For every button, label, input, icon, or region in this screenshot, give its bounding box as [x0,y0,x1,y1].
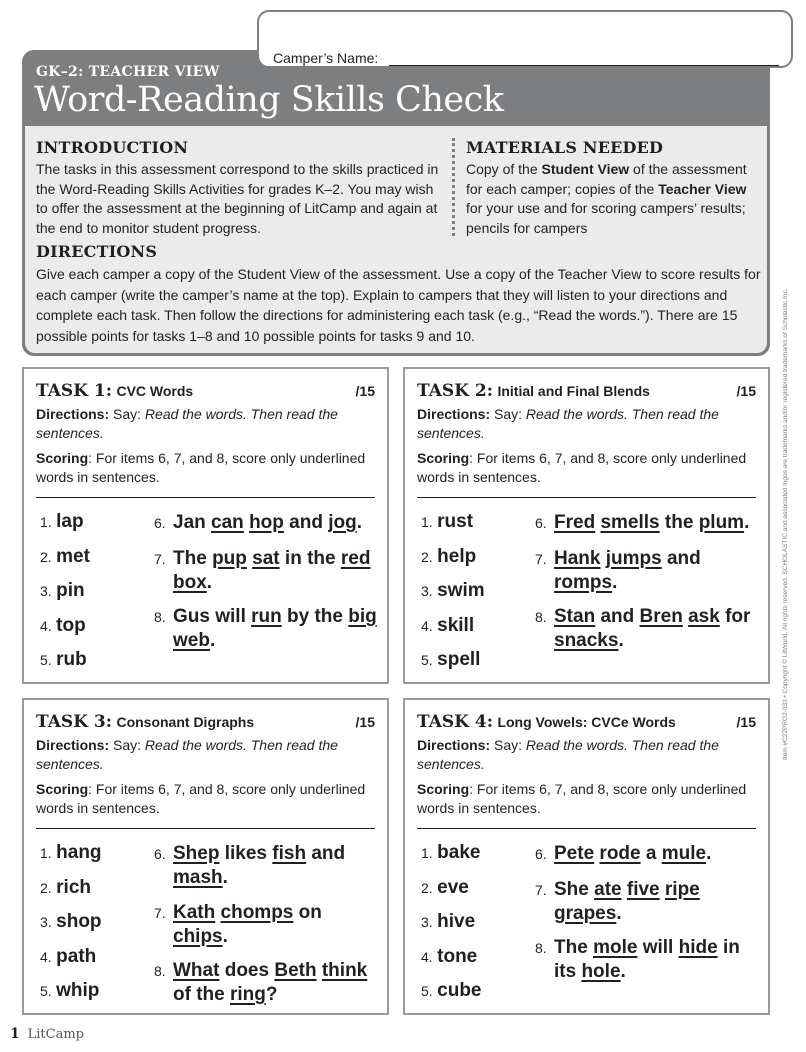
scored-word: chips [173,925,223,947]
scored-word: ring [230,984,266,1005]
scoring-label: Scoring [417,450,470,466]
sentence-text: Jan [173,512,206,533]
sentence-text: . [612,571,618,593]
copyright-note: Item #C22PRO2-033 • Copyright © LitWorld. All rights reserved. SCHOLASTIC and associated logos are trademarks and/or registered trademarks of Scholastic Inc. [782,288,789,760]
info-panel [25,126,767,353]
task-points: /15 [355,383,375,399]
word-item [421,649,521,684]
directions-label: Directions: [417,406,491,422]
word-list [421,511,521,684]
sentence-text: does [219,960,275,981]
scored-word: fish [272,843,307,864]
scored-word: Bren [639,606,683,627]
scored-word: Fred [554,512,596,533]
scored-word: jumps [605,547,662,569]
word-list [40,842,140,1015]
materials-text-part: for your use and for scoring campers’ results; pencils for campers [466,200,746,236]
word-item [40,980,140,1015]
item-number: 4. [40,948,52,965]
item-number: 4. [40,617,52,634]
materials-text-part: of the assessment for each camper; copies of the [466,161,747,197]
sentence-item [154,959,379,1006]
sentence-text: of the [173,984,230,1005]
item-number: 2. [40,548,52,565]
item-number: 8. [535,609,547,625]
word: path [56,945,97,967]
directions-say: Say: [109,406,145,422]
sentence-text: . [744,512,750,533]
scored-word: hide [678,937,718,958]
task-number: TASK 4: [417,712,493,732]
directions-script: Read the words. Then read the sentences. [417,406,719,441]
sentence-text: ? [265,984,278,1005]
scored-word: chomps [220,901,294,923]
word-item [421,511,521,546]
item-number: 6. [154,515,166,531]
task-number: TASK 2: [417,381,493,401]
assessment-header [22,50,770,356]
task-header [417,381,756,403]
scored-word: run [251,606,282,627]
directions-say: Say: [490,406,526,422]
task-4-box [403,698,770,1015]
directions-heading: DIRECTIONS [36,242,158,261]
scored-word: hole [581,961,621,982]
item-number: 2. [421,548,433,565]
sentence-text: a [640,843,662,864]
word-item [40,842,140,877]
task-directions [417,405,747,443]
sentence-text: likes [219,843,273,864]
sentence-text: will [637,937,679,958]
word-item [40,580,140,615]
scored-word: sat [252,547,280,569]
sentence-item [535,511,760,535]
word: pin [56,580,85,601]
item-number: 7. [154,550,166,567]
sentence-text: . [222,925,228,947]
item-number: 2. [40,879,52,896]
task-divider [417,497,756,498]
campers-name-label: Camper’s Name: [273,50,379,66]
task-directions [417,736,747,774]
page-title: Word-Reading Skills Check [34,80,504,120]
word: met [56,545,90,567]
word-item [421,980,521,1015]
task-directions [36,405,366,443]
word-list [40,511,140,684]
scored-word: plum [698,512,745,533]
word: hive [437,911,476,932]
task-3-box [22,698,389,1015]
scored-word: Beth [274,960,317,981]
directions-script: Read the words. Then read the sentences. [36,406,338,441]
item-number: 7. [154,904,166,921]
scoring-text: : For items 6, 7, and 8, score only underlined words in sentences. [36,781,366,816]
item-number: 1. [40,514,52,530]
scored-word: box [173,571,207,593]
word: bake [437,842,481,863]
teacher-view-term: Teacher View [658,180,747,197]
task-name: Long Vowels: CVCe Words [497,714,676,730]
sentence-item [535,547,760,594]
scoring-label: Scoring [36,781,89,797]
sentence-text: . [206,571,213,593]
sentence-item [535,878,760,925]
word-item [421,946,521,981]
sentence-item [154,511,379,535]
directions-script: Read the words. Then read the sentences. [417,737,719,772]
scored-word: Hank [554,547,601,569]
item-number: 3. [40,583,52,599]
dotted-divider [452,138,455,236]
word-item [421,546,521,581]
scored-word: pup [212,547,247,569]
word: hang [56,842,102,863]
word: tone [437,945,478,967]
scored-word: What [173,960,220,981]
item-number: 7. [535,550,547,567]
word: swim [437,580,485,601]
word-item [40,911,140,946]
word: lap [56,511,84,532]
task-scoring [417,449,747,487]
task-name: Initial and Final Blends [497,383,650,399]
task-1-box [22,367,389,684]
task-scoring [417,780,747,818]
word: spell [437,649,481,670]
introduction-heading: INTRODUCTION [36,138,189,157]
task-points: /15 [736,383,756,399]
sentence-item [535,936,760,983]
word: top [56,614,86,636]
student-view-term: Student View [541,161,630,177]
word-list [421,842,521,1015]
word-item [421,842,521,877]
word: whip [56,980,100,1001]
task-header [36,381,375,403]
scored-word: snacks [554,630,619,651]
item-number: 1. [40,845,52,861]
task-scoring [36,449,366,487]
word: cube [437,980,482,1001]
scored-word: ripe [664,878,700,900]
task-number: TASK 1: [36,381,112,401]
sentence-list [535,511,760,664]
item-number: 5. [421,652,433,668]
sentence-text: on [293,901,322,923]
sentence-text: . [706,843,712,864]
item-number: 5. [40,652,52,668]
sentence-text: . [356,512,363,533]
sentence-list [535,842,760,995]
word: skill [437,614,475,636]
sentence-item [535,605,760,652]
word-item [421,615,521,650]
word-item [421,911,521,946]
item-number: 5. [40,983,52,999]
page-footer [10,1025,84,1042]
item-number: 4. [421,948,433,965]
sentence-text: . [616,902,622,924]
task-points: /15 [355,714,375,730]
scored-word: jog [328,512,357,533]
word: rub [56,649,87,670]
task-divider [417,828,756,829]
item-number: 6. [154,846,166,862]
task-points: /15 [736,714,756,730]
scored-word: rode [599,843,641,864]
item-number: 6. [535,515,547,531]
scored-word: romps [554,571,613,593]
directions-section [36,242,766,346]
sentence-text: and [661,547,701,569]
directions-text: Give each camper a copy of the Student View of the assessment. Use a copy of the Teacher View to score results for each camper (write the camper’s name at the top). Explain to campers that they will listen to your directions and complete each task. Then follow the directions for administering each task (e.g., “Read the words.”). There are 15 possible points for tasks 1–8 and 10 possible points for tasks 9 and 10. [36,266,761,344]
item-number: 4. [421,617,433,634]
word-item [40,546,140,581]
campers-name-box [257,10,793,68]
word: eve [437,876,469,898]
directions-script: Read the words. Then read the sentences. [36,737,338,772]
scoring-label: Scoring [417,781,470,797]
scored-word: ate [594,878,622,900]
sentence-text: . [618,630,624,651]
materials-heading: MATERIALS NEEDED [466,138,664,157]
materials-text-part: Copy of the [466,161,542,177]
scored-word: web [173,630,210,651]
task-header [36,712,375,734]
sentence-text: the [659,512,699,533]
task-scoring [36,780,366,818]
word-item [421,580,521,615]
sentence-item [154,901,379,948]
item-number: 2. [421,879,433,896]
item-number: 8. [535,940,547,956]
view-kicker: GK–2: TEACHER VIEW [36,64,220,80]
word-item [421,877,521,912]
item-number: 3. [421,914,433,930]
campers-name-field[interactable] [389,65,779,66]
task-name: Consonant Digraphs [116,714,255,730]
sentence-text: She [554,878,595,900]
task-directions [36,736,366,774]
sentence-item [535,842,760,866]
sentence-text: in the [279,547,341,569]
sentence-text: by the [281,606,349,627]
sentence-text: and [306,843,346,864]
directions-say: Say: [490,737,526,753]
directions-say: Say: [109,737,145,753]
task-number: TASK 3: [36,712,112,732]
sentence-text: and [595,606,640,627]
introduction-text: The tasks in this assessment correspond to the skills practiced in the Word-Reading Skills Activities for grades K–2. You may wish to offer the assessment at the beginning of LitCamp and again at the end to monitor student progress. [36,161,439,236]
item-number: 6. [535,846,547,862]
scored-word: ask [688,606,720,627]
sentence-item [154,842,379,889]
task-name: CVC Words [116,383,194,399]
scored-word: mule [661,843,707,864]
scored-word: red [340,547,371,569]
sentence-text: for [719,606,751,627]
directions-label: Directions: [417,737,491,753]
item-number: 1. [421,514,433,530]
scored-word: big [348,606,377,627]
word: rich [56,876,91,898]
item-number: 5. [421,983,433,999]
sentence-text: The [554,937,594,958]
scored-word: mole [593,937,638,958]
scored-word: grapes [554,902,617,924]
sentence-text: . [620,961,626,982]
directions-label: Directions: [36,406,110,422]
task-divider [36,497,375,498]
word: help [437,545,477,567]
scored-word: Kath [173,901,216,923]
introduction-section [36,138,446,238]
scored-word: smells [600,512,660,533]
word-item [40,946,140,981]
word-item [40,877,140,912]
word-item [40,511,140,546]
word-item [40,649,140,684]
scored-word: five [626,878,660,900]
scoring-label: Scoring [36,450,89,466]
directions-label: Directions: [36,737,110,753]
word: rust [437,511,474,532]
materials-text [466,160,766,238]
scored-word: mash [173,867,223,888]
task-2-box [403,367,770,684]
sentence-item [154,605,379,652]
page-number: 1 [10,1026,20,1042]
sentence-text: . [209,630,216,651]
scoring-text: : For items 6, 7, and 8, score only underlined words in sentences. [417,781,747,816]
sentence-text: The [173,547,213,569]
item-number: 8. [154,963,166,979]
task-divider [36,828,375,829]
scored-word: Pete [554,843,595,864]
brand-logo: LitCamp [27,1027,85,1042]
scoring-text: : For items 6, 7, and 8, score only underlined words in sentences. [417,450,747,485]
scoring-text: : For items 6, 7, and 8, score only underlined words in sentences. [36,450,366,485]
item-number: 8. [154,609,166,625]
sentence-text: and [283,512,329,533]
item-number: 3. [40,914,52,930]
item-number: 7. [535,881,547,898]
word-item [40,615,140,650]
item-number: 3. [421,583,433,599]
sentence-list [154,842,379,1018]
item-number: 1. [421,845,433,861]
materials-section [466,138,766,238]
scored-word: Shep [173,843,220,864]
sentence-list [154,511,379,664]
scored-word: think [321,960,368,981]
word: shop [56,911,102,932]
sentence-item [154,547,379,594]
scored-word: Stan [554,606,596,627]
sentence-text: Gus will [173,606,252,627]
task-header [417,712,756,734]
sentence-text: . [222,867,228,888]
sentence-text: in its [554,937,740,982]
scored-word: can [211,512,244,533]
scored-word: hop [249,512,284,533]
